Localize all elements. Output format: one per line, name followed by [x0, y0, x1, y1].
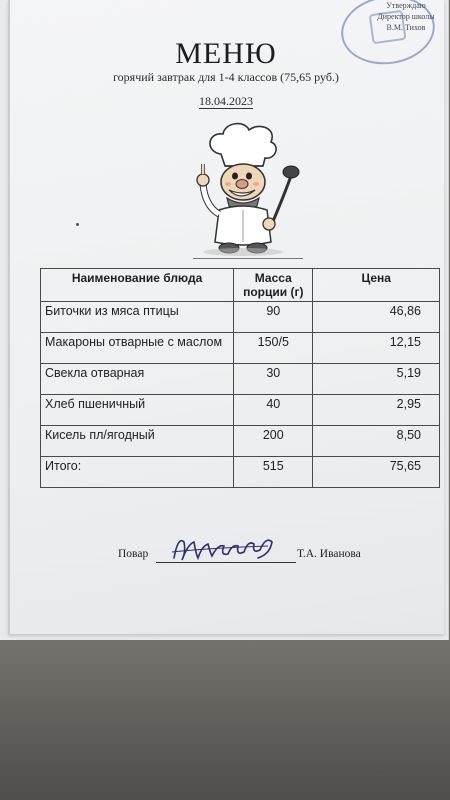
dish-mass: 40 — [234, 395, 313, 426]
table-row — [41, 426, 440, 457]
table-row — [41, 395, 440, 426]
page-subtitle: горячий завтрак для 1-4 классов (75,65 руб.) — [113, 70, 339, 84]
dish-name: Макароны отварные с маслом — [41, 333, 234, 364]
dish-name: Свекла отварная — [41, 364, 234, 395]
total-mass: 515 — [234, 457, 313, 488]
column-header-dish: Наименование блюда — [41, 269, 234, 302]
table-row — [41, 302, 440, 333]
approval-line-1: Утверждаю — [386, 1, 426, 10]
column-header-price: Цена — [313, 269, 440, 302]
dish-price: 2,95 — [313, 395, 440, 426]
total-price: 75,65 — [313, 457, 440, 488]
cook-role-label: Повар — [118, 548, 149, 560]
ink-speck — [76, 223, 79, 226]
dish-mass: 30 — [234, 364, 313, 395]
dish-name: Хлеб пшеничный — [41, 395, 234, 426]
table-row — [41, 364, 440, 395]
dish-price: 8,50 — [313, 426, 440, 457]
approval-line-2: Директор школы — [377, 12, 435, 21]
dish-price: 12,15 — [313, 333, 440, 364]
total-label: Итого: — [41, 457, 234, 488]
approval-line-3: В.М. Тихов — [386, 23, 426, 32]
dish-name: Биточки из мяса птицы — [41, 302, 234, 333]
column-header-mass: Масса порции (г) — [234, 269, 313, 302]
chef-illustration-icon — [183, 118, 303, 258]
table-header-row — [41, 269, 440, 302]
illustration-underline — [193, 258, 303, 259]
approval-block — [368, 0, 444, 33]
page-title: МЕНЮ — [175, 37, 277, 70]
handwritten-signature — [168, 532, 278, 566]
menu-date-value: 18.04.2023 — [199, 94, 253, 108]
cook-name: Т.А. Иванова — [297, 548, 361, 560]
table-row — [41, 333, 440, 364]
dish-price: 5,19 — [313, 364, 440, 395]
dish-mass: 150/5 — [234, 333, 313, 364]
menu-document — [8, 0, 444, 634]
dish-name: Кисель пл/ягодный — [41, 426, 234, 457]
floor-background — [0, 630, 450, 800]
menu-table — [40, 268, 440, 488]
menu-date — [8, 94, 444, 109]
dish-mass: 90 — [234, 302, 313, 333]
dish-mass: 200 — [234, 426, 313, 457]
dish-price: 46,86 — [313, 302, 440, 333]
total-row — [41, 457, 440, 488]
